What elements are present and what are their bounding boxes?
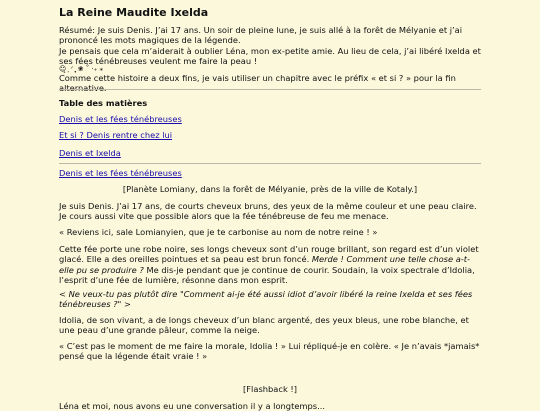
chapter-link[interactable]: Denis et les fées ténébreuses <box>59 168 182 178</box>
paragraph-part: Cette fée porte une robe noire, ses longs cheveux sont d’un rouge brillant, son regard est d’un violet glacé. Elle a des oreilles pointues et sa peau est brun foncé. <box>59 244 479 265</box>
flashback-marker: [Flashback !] <box>243 384 297 394</box>
chapter-setting: [Planète Lomiany, dans la forêt de Mélyanie, près de la ville de Kotaly.] <box>122 184 418 194</box>
paragraph-part: Me dis-je pendant que je continue de courir. Soudain, la voix spectrale d’Idolia, l’esprit d’une fée de lumière, résonne dans mon esprit. <box>59 264 475 286</box>
toc-link-et-si[interactable]: Et si ? Denis rentre chez lui <box>59 130 173 140</box>
paragraph: Je suis Denis. J’ai 17 ans, de courts cheveux bruns, des yeux de la même couleur et une peau claire. Je cours aussi vite que possible alors que la fée ténébreuse de feu me menace. <box>59 201 477 222</box>
divider <box>59 163 481 164</box>
dialogue: « C’est pas le moment de me faire la morale, Idolia ! » Lui répliqué-je en colère. « Je n’avais *jamais* pensé que la légende était vraie ! » <box>59 341 480 362</box>
divider <box>59 89 481 90</box>
decorative-symbols: ☺̥ ͙ ᐟ ͙̥̥ ❀ ˚ ‧₊ ⁎ <box>59 65 104 73</box>
dialogue: « Reviens ici, sale Lomianyien, que je te carbonise au nom de notre reine ! » <box>59 227 378 237</box>
paragraph: Idolia, de son vivant, a de longs cheveux d’un blanc argenté, des yeux bleus, une robe blanche, et une peau d’une grande pâleur, comme la neige. <box>59 315 469 336</box>
story-title: La Reine Maudite Ixelda <box>59 6 209 19</box>
toc-heading: Table des matières <box>59 98 148 108</box>
summary-text: Résumé: Je suis Denis. J’ai 17 ans. Un soir de pleine lune, je suis allé à la forêt de Mélyanie et j’ai prononcé les mots magiques de la légende. <box>59 25 463 46</box>
telepathic-dialogue: < Ne veux-tu pas plutôt dire "Comment ai-je été aussi idiot d’avoir libéré la reine Ixelda et ses fées ténébreuses ?" > <box>59 289 473 310</box>
toc-link-denis-fees[interactable]: Denis et les fées ténébreuses <box>59 114 182 124</box>
paragraph <box>59 244 481 286</box>
toc-link-denis-ixelda[interactable]: Denis et Ixelda <box>59 148 121 158</box>
paragraph: Léna et moi, nous avons eu une conversation il y a longtemps... <box>59 401 326 411</box>
summary-alt-ending-note: Comme cette histoire a deux fins, je vais utiliser un chapitre avec le préfix « et si ? » pour la fin alternative. <box>59 73 456 94</box>
summary-text-2: Je pensais que cela m’aiderait à oublier Léna, mon ex-petite amie. Au lieu de cela, j’ai libéré Ixelda et ses fées ténébreuses veulent me faire la peau ! <box>59 46 481 67</box>
thought-italic: Merde ! Comment une telle chose a-t-elle pu se produire ? <box>59 254 471 275</box>
